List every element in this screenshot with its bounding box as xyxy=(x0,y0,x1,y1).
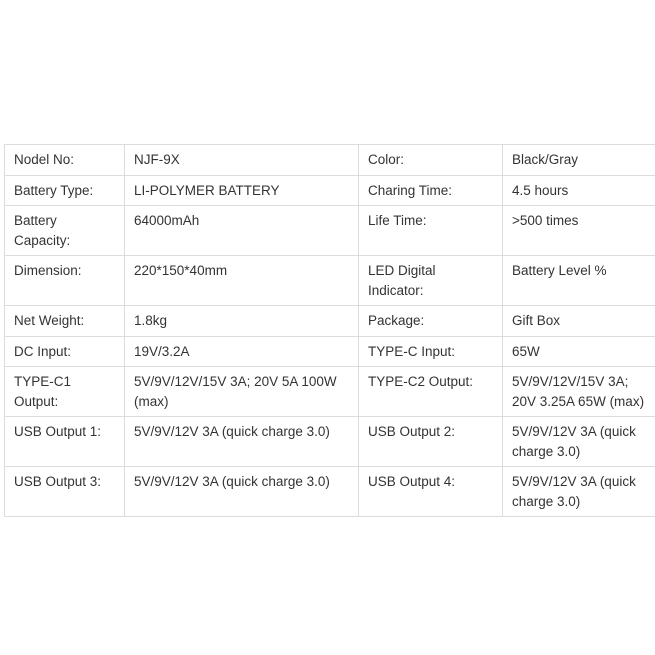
spec-label: Charing Time: xyxy=(359,175,503,206)
table-row-capacity xyxy=(5,206,655,256)
table-row-input xyxy=(5,336,655,367)
spec-value: 5V/9V/12V/15V 3A; 20V 5A 100W (max) xyxy=(125,367,359,417)
table-row-weight xyxy=(5,306,655,337)
spec-label: DC Input: xyxy=(5,336,125,367)
spec-value: 4.5 hours xyxy=(503,175,655,206)
spec-value: Gift Box xyxy=(503,306,655,337)
spec-label: TYPE-C Input: xyxy=(359,336,503,367)
spec-value: 5V/9V/12V 3A (quick charge 3.0) xyxy=(125,467,359,517)
spec-label: Nodel No: xyxy=(5,145,125,176)
table-row-usb-output-3-4 xyxy=(5,467,655,517)
spec-label: USB Output 3: xyxy=(5,467,125,517)
spec-label: Package: xyxy=(359,306,503,337)
spec-label: USB Output 1: xyxy=(5,417,125,467)
spec-label: Life Time: xyxy=(359,206,503,256)
spec-value: LI-POLYMER BATTERY xyxy=(125,175,359,206)
spec-value: 64000mAh xyxy=(125,206,359,256)
spec-label: USB Output 4: xyxy=(359,467,503,517)
spec-label: TYPE-C1 Output: xyxy=(5,367,125,417)
spec-value: 5V/9V/12V/15V 3A; 20V 3.25A 65W (max) xyxy=(503,367,655,417)
spec-value: NJF-9X xyxy=(125,145,359,176)
spec-table xyxy=(4,144,655,517)
table-row-dimension xyxy=(5,256,655,306)
spec-table-container xyxy=(4,144,655,517)
table-row-typec-output xyxy=(5,367,655,417)
spec-label: Color: xyxy=(359,145,503,176)
spec-label: Battery Capacity: xyxy=(5,206,125,256)
spec-value: 5V/9V/12V 3A (quick charge 3.0) xyxy=(503,467,655,517)
spec-value: 1.8kg xyxy=(125,306,359,337)
spec-label: LED Digital Indicator: xyxy=(359,256,503,306)
spec-value: 5V/9V/12V 3A (quick charge 3.0) xyxy=(125,417,359,467)
spec-value: 19V/3.2A xyxy=(125,336,359,367)
table-row-usb-output-1-2 xyxy=(5,417,655,467)
spec-label: Battery Type: xyxy=(5,175,125,206)
table-row-model xyxy=(5,145,655,176)
spec-value: Battery Level % xyxy=(503,256,655,306)
spec-value: >500 times xyxy=(503,206,655,256)
table-row-battery-type xyxy=(5,175,655,206)
spec-value: 65W xyxy=(503,336,655,367)
spec-label: USB Output 2: xyxy=(359,417,503,467)
spec-value: 5V/9V/12V 3A (quick charge 3.0) xyxy=(503,417,655,467)
spec-label: TYPE-C2 Output: xyxy=(359,367,503,417)
spec-value: 220*150*40mm xyxy=(125,256,359,306)
spec-label: Net Weight: xyxy=(5,306,125,337)
spec-value: Black/Gray xyxy=(503,145,655,176)
spec-label: Dimension: xyxy=(5,256,125,306)
